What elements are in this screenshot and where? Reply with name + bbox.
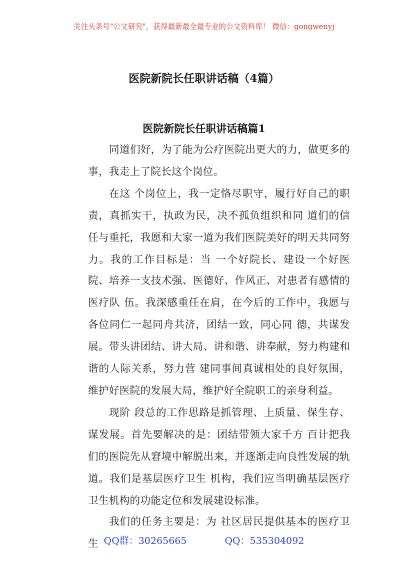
footer-contact (0, 533, 408, 547)
qq-number: QQ：535304092 (224, 536, 305, 547)
paragraph-1: 同道们好，为了能为公疗医院出更大的力，做更多的事，我走上了院长这个岗位。 (88, 144, 350, 178)
paragraph-4: 我们的任务主要是：为 社区居民提供基本的医疗卫生 (88, 516, 350, 551)
qq-group: QQ群：30265665 (103, 536, 187, 547)
paragraph-3: 现阶 段总的工作思路是抓管理、上质量、保生存、谋发展。首先要解决的是：团结带领大家千方 百计把我们的医院先从窘境中解脱出来，并逐渐走向良性发展的轨道。我们是基层医疗卫生 机构，我们应当明确基层医疗卫生机构的功能定位和发展建设标准。 (88, 406, 350, 507)
header-banner: 关注头条号"公文研究"，获得最新最全最专业的公文资料库！ 微信：gongwenyj (73, 22, 335, 31)
section-title: 医院新院长任职讲话稿篇1 (142, 123, 266, 135)
document-title: 医院新院长任职讲话稿（4篇） (128, 72, 280, 85)
paragraph-2: 在这 个岗位上，我一定恪尽职守，履行好自己的职责，真抓实干，执政为民，决不孤负组织和同 道们的信任与重托，我愿和大家一道为我们医院美好的明天共同努力。我的工作目标是：当 一个好院长、建设一个好医院、培养一支技术强、医德好、作风正、对患者有感情的医疗队 伍。我深感重任在肩，在今后的工作中，我愿与各位同仁一起同舟共济，团结一致，同心同 德，共谋发展。带头讲团结、讲大局、讲和谐、讲奉献，努力构建和谐的人际关系，努力营 建同事间真诚相处的良好氛围，维护好医院的发展大局，维护好全院职工的亲身利益。 (88, 187, 350, 397)
document-body (88, 140, 350, 556)
